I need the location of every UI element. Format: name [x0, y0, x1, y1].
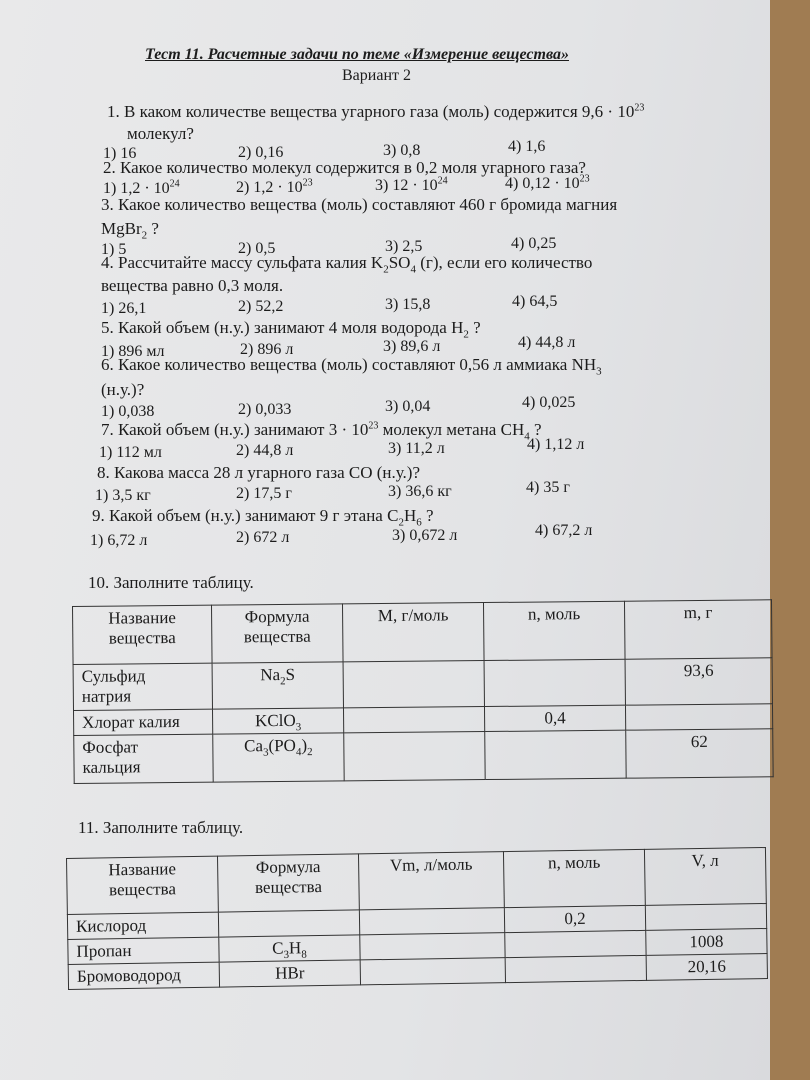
answer-6-3: 3) 0,04: [385, 398, 431, 415]
cell-formula: [219, 935, 360, 962]
answer-2-4-text: 4) 0,12 · 10: [505, 175, 580, 192]
cell-n: [484, 659, 625, 706]
answer-7-2: 2) 44,8 л: [236, 442, 294, 459]
answer-1-4: 4) 1,6: [508, 138, 546, 155]
question-1-exponent: 23: [634, 102, 645, 114]
answer-7-3: 3) 11,2 л: [388, 440, 445, 457]
table-row: [74, 729, 773, 784]
cell-n: [485, 730, 626, 779]
cell-n: 0,2: [504, 905, 645, 932]
question-3-mark: ?: [147, 219, 159, 238]
formula-part: Ca: [244, 736, 264, 756]
question-4-line2: вещества равно 0,3 моля.: [101, 276, 284, 295]
cell-formula: HBr: [219, 960, 360, 987]
answer-7-1: 1) 112 мл: [99, 444, 162, 461]
answer-2-4-exp: 23: [579, 173, 590, 185]
cell-name: [73, 663, 212, 710]
header-n: n, моль: [503, 849, 645, 907]
formula-sub: 3: [295, 721, 302, 734]
question-3: 3. Какое количество вещества (моль) составляют 460 г бромида магния: [101, 195, 618, 214]
answer-3-4: 4) 0,25: [511, 235, 557, 252]
cell-n: [505, 930, 646, 957]
answer-4-4: 4) 64,5: [512, 293, 558, 310]
question-3-sub: 2: [141, 229, 148, 242]
header-formula-line2: вещества: [243, 626, 311, 647]
question-6: [101, 355, 602, 378]
header-molar-volume: Vm, л/моль: [358, 852, 504, 910]
formula-sub: 3: [263, 746, 269, 759]
header-formula-line1: Формула: [255, 857, 321, 878]
answer-2-1-exp: 24: [169, 178, 180, 190]
formula-part-end: S: [285, 664, 296, 684]
formula-sub2: 8: [301, 948, 307, 961]
question-1-text: 1. В каком количестве вещества угарного газа (моль) содержится 9,6 · 10: [107, 102, 635, 121]
answer-9-1: 1) 6,72 л: [90, 532, 148, 549]
cell-v: [645, 904, 766, 931]
question-4: [101, 253, 593, 276]
question-4-text: 4. Рассчитайте массу сульфата калия K: [101, 253, 384, 272]
cell-molar-mass: [343, 707, 484, 733]
table-header-row: [73, 600, 773, 665]
answer-2-3: [375, 177, 448, 195]
formula-sub3: 2: [307, 746, 313, 759]
cell-formula: [213, 733, 344, 782]
formula-sub1: 3: [283, 948, 290, 961]
answer-1-1: 1) 16: [103, 145, 137, 162]
question-1: [107, 102, 644, 122]
question-5-text: 5. Какой объем (н.у.) занимают 4 моля водорода H: [101, 318, 464, 337]
answer-1-2: 2) 0,16: [238, 144, 284, 161]
answer-1-3: 3) 0,8: [383, 142, 421, 159]
cell-name: Хлорат калия: [74, 709, 213, 735]
answer-7-4: 4) 1,12 л: [527, 436, 585, 453]
answer-6-2: 2) 0,033: [238, 401, 292, 418]
formula-part-mid: (PO: [268, 735, 297, 756]
cell-name-line2: натрия: [81, 686, 132, 706]
answer-5-3: 3) 89,6 л: [383, 338, 441, 355]
header-molar-mass: M, г/моль: [342, 603, 484, 662]
cell-v: 20,16: [646, 953, 767, 980]
answer-5-4: 4) 44,8 л: [518, 334, 576, 351]
question-9-formula: H: [403, 506, 417, 525]
header-formula: [211, 604, 343, 663]
header-formula: [217, 854, 359, 912]
task-11-heading: 11. Заполните таблицу.: [78, 818, 244, 837]
cell-name: Бромоводород: [68, 962, 219, 989]
header-name-line2: вещества: [108, 628, 176, 648]
answer-8-1: 1) 3,5 кг: [95, 487, 151, 504]
table-row: [73, 658, 772, 711]
formula-sub: 2: [280, 675, 286, 688]
question-2: 2. Какое количество молекул содержится в 0,2 моля угарного газа?: [103, 158, 586, 177]
header-n: n, моль: [483, 601, 625, 660]
cell-m: [625, 704, 772, 730]
question-4-sub1: 2: [383, 263, 389, 276]
cell-molar-mass: [343, 661, 484, 708]
task-11-table: [66, 847, 768, 990]
header-name-line1: Название: [108, 608, 177, 628]
cell-molar-volume: [359, 908, 504, 935]
answer-5-2: 2) 896 л: [240, 341, 294, 358]
header-m: m, г: [624, 600, 772, 659]
cell-name: Пропан: [68, 937, 219, 964]
answer-8-3: 3) 36,6 кг: [388, 483, 452, 500]
answer-4-1: 1) 26,1: [101, 300, 147, 317]
formula-part-end: ): [301, 735, 308, 755]
task-10-heading: 10. Заполните таблицу.: [88, 573, 254, 592]
formula-part: KClO: [254, 710, 296, 731]
variant-label: Вариант 2: [342, 67, 411, 84]
header-name: [73, 605, 213, 664]
question-3-formula: MgBr: [101, 219, 142, 238]
question-4-text-end: (г), если его количество: [415, 253, 593, 272]
answer-2-1-text: 1) 1,2 · 10: [103, 180, 170, 197]
test-title: Тест 11. Расчетные задачи по теме «Измерение вещества»: [145, 46, 569, 63]
answer-3-1: 1) 5: [101, 241, 127, 258]
cell-molar-volume: [360, 958, 505, 985]
header-name-line2: вещества: [108, 879, 177, 900]
cell-molar-mass: [344, 732, 485, 781]
cell-name-line1: Сульфид: [81, 666, 146, 686]
answer-9-4: 4) 67,2 л: [535, 522, 593, 539]
question-6-sub: 3: [596, 365, 602, 378]
header-name: [67, 856, 219, 914]
cell-name: Кислород: [67, 912, 218, 939]
answer-8-4: 4) 35 г: [526, 479, 570, 496]
formula-part: Na: [260, 665, 281, 685]
cell-molar-volume: [360, 933, 505, 960]
question-9-sub1: 2: [398, 516, 404, 529]
task-10-table: [72, 599, 774, 784]
cell-name-line1: Фосфат: [82, 737, 139, 757]
answer-3-3: 3) 2,5: [385, 238, 423, 255]
question-9: [92, 506, 434, 529]
header-name-line1: Название: [108, 859, 177, 880]
cell-formula: [212, 708, 343, 734]
question-7-text: 7. Какой объем (н.у.) занимают 3 · 10: [101, 420, 369, 439]
question-1-line2: молекул?: [127, 124, 194, 143]
question-7-sub: 4: [524, 430, 530, 443]
answer-2-2-exp: 23: [302, 177, 313, 189]
cell-formula: [212, 662, 343, 709]
question-7-text-mid: молекул метана CH: [378, 420, 525, 439]
header-formula-line1: Формула: [244, 606, 310, 627]
answer-8-2: 2) 17,5 г: [236, 485, 292, 502]
answer-2-3-text: 3) 12 · 10: [375, 177, 438, 194]
question-6-text: 6. Какое количество вещества (моль) составляют 0,56 л аммиака NH: [101, 355, 597, 374]
question-8: 8. Какова масса 28 л угарного газа CO (н.у.)?: [97, 463, 420, 482]
question-7-mark: ?: [529, 420, 542, 439]
formula-sub2: 4: [295, 746, 302, 759]
answer-6-1: 1) 0,038: [101, 403, 155, 420]
cell-formula: [218, 910, 359, 937]
cell-m: 62: [626, 729, 773, 778]
answer-4-3: 3) 15,8: [385, 296, 431, 313]
answer-6-4: 4) 0,025: [522, 394, 576, 411]
cell-m: 93,6: [625, 658, 772, 705]
formula-part: C: [271, 938, 284, 958]
question-5-sub: 2: [463, 328, 469, 341]
question-3-line2: [101, 219, 159, 242]
answer-2-3-exp: 24: [437, 175, 448, 187]
question-9-sub2: 6: [416, 516, 422, 529]
answer-2-4: [505, 175, 590, 193]
question-9-mark: ?: [421, 506, 434, 525]
answer-3-2: 2) 0,5: [238, 240, 276, 257]
header-v: V, л: [644, 848, 766, 906]
cell-name-line2: кальция: [82, 757, 141, 777]
cell-n: 0,4: [484, 705, 625, 731]
question-5-mark: ?: [468, 318, 481, 337]
question-7: [101, 420, 542, 443]
formula-part-mid: H: [288, 938, 302, 958]
question-4-formula: SO: [388, 253, 411, 272]
answer-4-2: 2) 52,2: [238, 298, 284, 315]
answer-9-2: 2) 672 л: [236, 529, 290, 546]
header-formula-line2: вещества: [254, 876, 323, 898]
question-6-line2: (н.у.)?: [101, 380, 145, 399]
cell-name: [74, 734, 213, 783]
question-9-text: 9. Какой объем (н.у.) занимают 9 г этана C: [92, 506, 399, 525]
question-5: [101, 318, 481, 341]
answer-5-1: 1) 896 мл: [101, 343, 165, 360]
cell-n: [505, 955, 646, 982]
answer-9-3: 3) 0,672 л: [392, 527, 458, 544]
cell-v: 1008: [646, 929, 767, 956]
question-7-exp: 23: [368, 420, 379, 432]
question-4-sub2: 4: [410, 263, 416, 276]
answer-2-2-text: 2) 1,2 · 10: [236, 179, 303, 196]
